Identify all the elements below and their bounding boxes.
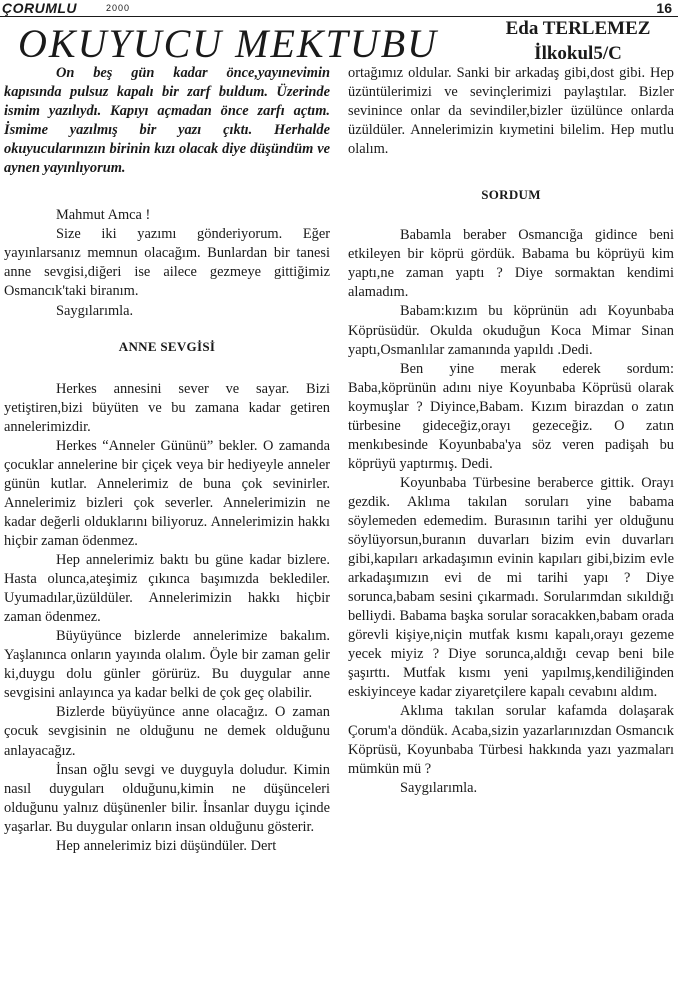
paragraph: Babam:kızım bu köprünün adı Koyunbaba Köprüsüdür. Okulda okuduğun Koca Mimar Sinan yaptı,Osmanlılar zamanında yapıldı .Dedi.: [348, 303, 674, 358]
letter-regards: Saygılarımla.: [56, 302, 134, 319]
issue-year: 2000: [106, 3, 131, 13]
left-column: [4, 64, 330, 856]
paragraph: Hep annelerimiz baktı bu güne kadar bizlere. Hasta olunca,ateşimiz çıkınca başımızda beklediler. Uyumadılar,üzüldüler. Annelerimizin hakkı hiçbir zaman ödenmez.: [4, 552, 330, 626]
letter-body: Size iki yazımı gönderiyorum. Eğer yayınlarsanız memnun olacağım. Bunlardan bir tanesi anne sevgisi,diğeri ise ailece gezmeye gittiğimiz Osmancık'taki biranım.: [4, 226, 330, 300]
spacer: [4, 356, 330, 380]
section-heading-sordum: SORDUM: [481, 187, 541, 203]
newspaper-brand: ÇORUMLU: [2, 0, 78, 16]
article-title: OKUYUCU MEKTUBU: [18, 21, 439, 66]
paragraph: Bizlerde büyüyünce anne olacağız. O zaman çocuk sevgisinin ne olduğunu ne demek olduğunu anlayacağız.: [4, 704, 330, 759]
spacer: [4, 178, 330, 197]
paragraph: Herkes “Anneler Gününü” bekler. O zamanda çocuklar annelerine bir çiçek veya bir hediyeyle anneler günün kutlar. Annelerimiz de buna çok sevinirler. Annelerimiz bizleri çok severler. Annelerimizin ne kadar değerli olduklarını biliyoruz. Annelerimizin hakkı hiçbir zaman ödenmez.: [4, 437, 330, 549]
paragraph: Babamla beraber Osmancığa gidince beni etkileyen bir köprü gördük. Babama bu köprüyü kim yaptı,ne zaman yaptı ? Diye sormaktan kendimi alamadım.: [348, 227, 674, 301]
letter-greeting: Mahmut Amca !: [56, 207, 151, 224]
paragraph: Koyunbaba Türbesine beraberce gittik. Orayı gezdik. Aklıma takılan soruları yine babama söylemeden edemedim. Burasının tarihi yer olduğunu söylüyorsun,buranın duvarları bizim evin duvarları gibi,kapıları arkadaşımın evinin kapıları gibi,bizim evle arkadaşımızın evi de mi tarihi yapı ? Diye sorunca,babam sesini çıkarmadı. Sorularımdan sıkıldığı belliydi. Babama başka sorular soracakken,babam orada görevli kişiye,niçin mutfak kısmı kapalı,orayı gezeme yecek miyiz ? Diye sorunca,aldığı cevap beni bile şaşırttı. Mutfak kısmı yeni yapılmış,kendiliğinden eskiyinceye kadar ziyaretçilere kapalı cevabını aldım.: [348, 474, 674, 701]
closing-regards: Saygılarımla.: [400, 779, 478, 796]
spacer: [4, 197, 330, 206]
author-block: [488, 16, 668, 66]
spacer: [348, 204, 674, 226]
author-school: İlkokul5/C: [534, 43, 622, 64]
paragraph: Büyüyünce bizlerde annelerimize bakalım. Yaşlanınca onların yayında olalım. Öyle bir zaman gelir ki,duygu dolu günler görürüz. Bu duygular anne sevgisini anlayınca ya kadar belki de çok geç olabilir.: [4, 628, 330, 702]
paragraph: Aklıma takılan sorular kafamda dolaşarak Çorum'a döndük. Acaba,sizin yazarlarınızdan Osmancık Köprüsü, Koyunbaba Türbesi hakkında yazı yazmaları mümkün mü ?: [348, 703, 674, 777]
editor-intro: On beş gün kadar önce,yayınevimin kapısında pulsuz kapalı bir zarf buldum. Üzerinde ismim yazılıydı. Kapıyı açmadan önce zarfı açtım. İsmime yazılmış bir yazı çıktı. Herhalde okuyucularınızın birinin kızı olacak diye düşündüm ve aynen yayınlıyorum.: [4, 65, 330, 177]
author-name: Eda TERLEMEZ: [505, 18, 651, 39]
paragraph: Hep annelerimiz bizi düşündüler. Dert: [56, 837, 277, 854]
paragraph: Herkes annesini sever ve sayar. Bizi yetiştiren,bizi büyüten ve bu zamana kadar getiren annelerimizdir.: [4, 380, 330, 435]
continued-paragraph: ortağımız oldular. Sanki bir arkadaş gibi,dost gibi. Hep üzüntülerimizi ve sevinçlerimizi paylaştılar. Bizler sevinince onlar da sevindiler,bizler üzülünce onlarda üzüldüler. Annelerimizin kıymetini bilelim. Hep mutlu olalım.: [348, 65, 674, 158]
paragraph: İnsan oğlu sevgi ve duyguyla doludur. Kimin nasıl duyguları olduğunu,kimin ne düşünceleri olduğunu yalnız düşünenler bilir. İnsanlar duygu içinde yaşarlar. Bu duygular onların insan olduğunu gösterir.: [4, 761, 330, 835]
page-number: 16: [656, 0, 672, 16]
spacer: [4, 321, 330, 337]
section-heading-anne-sevgisi: ANNE SEVGİSİ: [118, 338, 216, 354]
spacer: [348, 159, 674, 185]
right-column: [348, 64, 674, 798]
paragraph: Ben yine merak ederek sordum: Baba,köprünün adını niye Koyunbaba Köprüsü olarak koymuşlar ? Diyince,Babam. Kızım birazdan o zatın türbesine gideceğiz,orayı gezeceğiz. O zatın menkıbesinde Koyunbaba'ya söz veren padişah bu köprüyü yaptırmış. Dedi.: [348, 360, 674, 472]
